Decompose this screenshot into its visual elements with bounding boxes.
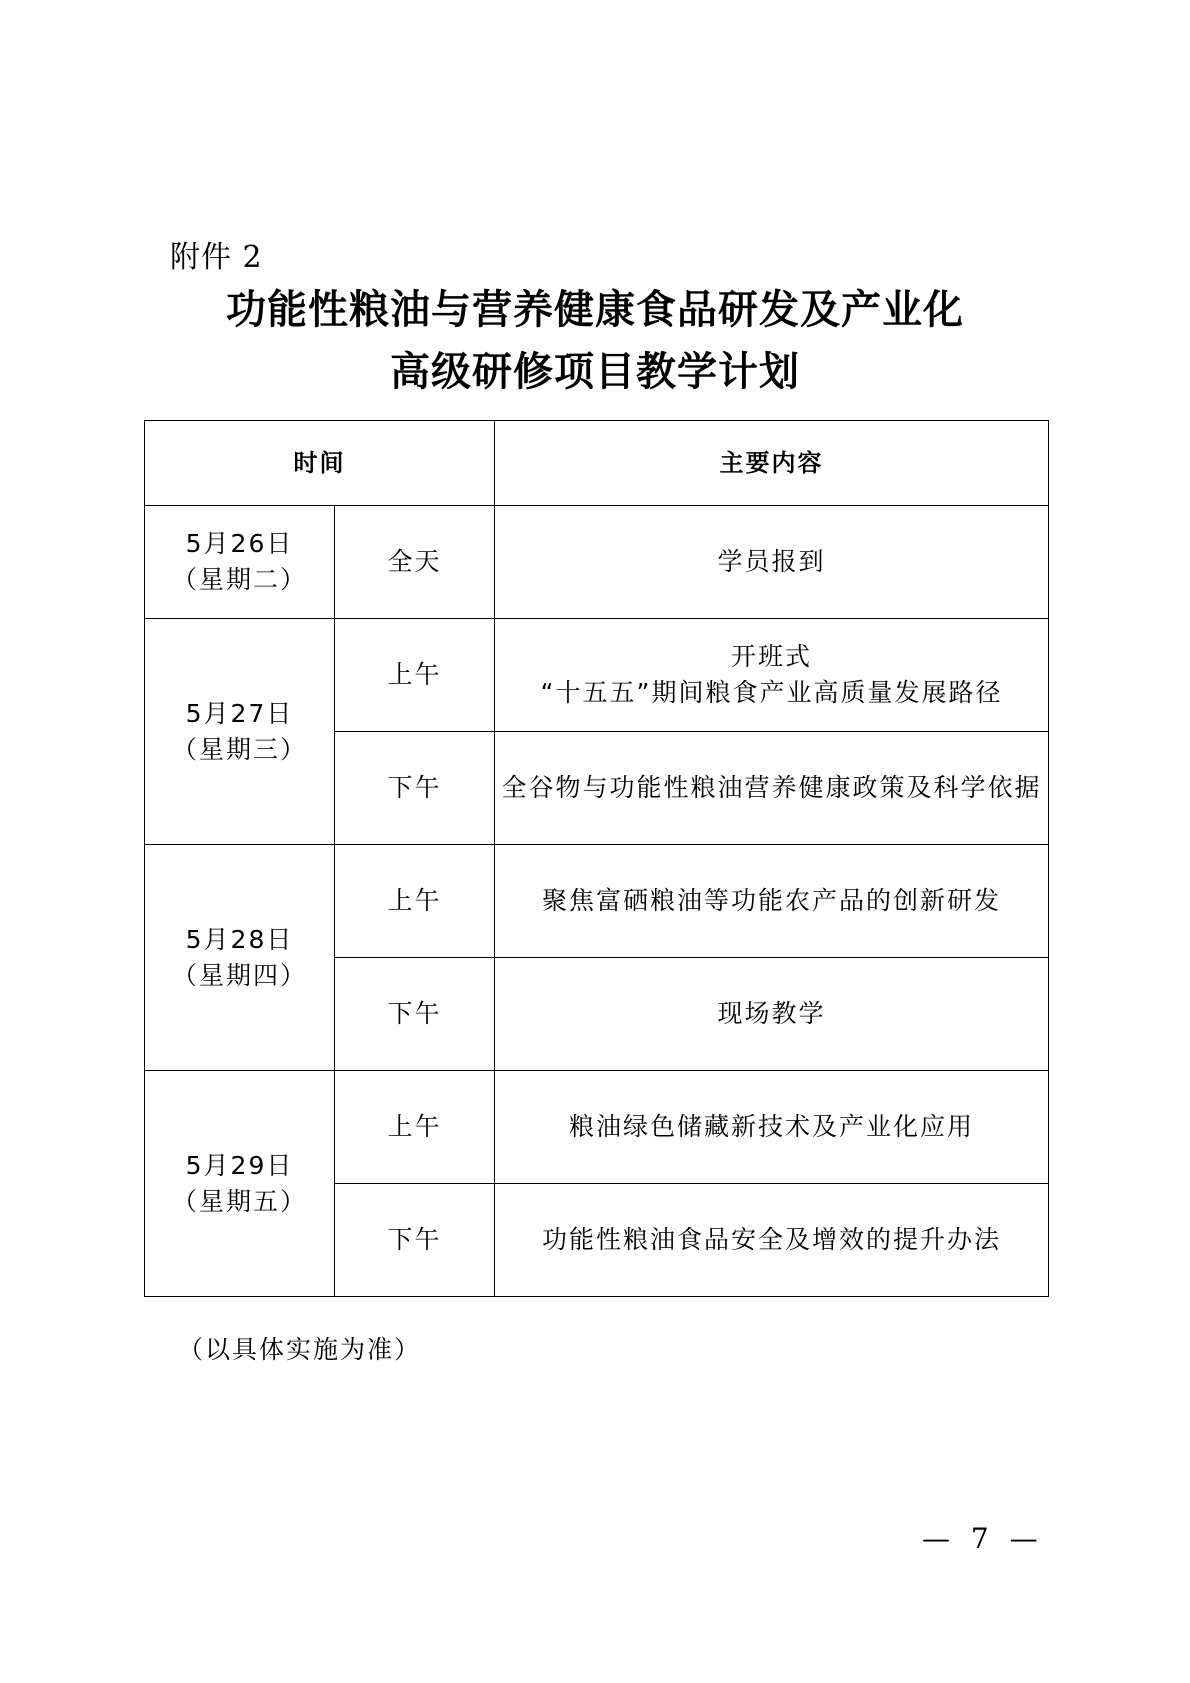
date-cell	[145, 1071, 335, 1297]
content-cell	[495, 845, 1049, 958]
footnote: （以具体实施为准）	[178, 1335, 422, 1364]
date-cell	[145, 845, 335, 1071]
period-cell: 上午	[335, 1071, 495, 1184]
content-cell	[495, 506, 1049, 619]
header-time: 时间	[145, 421, 495, 506]
weekday-label: （星期五）	[171, 1186, 307, 1216]
content-line: 开班式	[730, 642, 812, 671]
date-label: 5月27日	[185, 698, 294, 728]
weekday-label: （星期二）	[171, 565, 307, 594]
table-row	[145, 506, 1049, 619]
period-cell: 上午	[335, 845, 495, 958]
content-line: 粮油绿色储藏新技术及产业化应用	[568, 1112, 974, 1141]
weekday-label: （星期三）	[171, 734, 307, 764]
date-cell	[145, 506, 335, 619]
table-row	[145, 845, 1049, 958]
table-row	[145, 1071, 1049, 1184]
period-cell: 上午	[335, 619, 495, 732]
content-cell	[495, 732, 1049, 845]
page-number: — 7 —	[922, 1522, 1044, 1555]
content-line: 学员报到	[717, 547, 826, 576]
content-line: 全谷物与功能性粮油营养健康政策及科学依据	[501, 773, 1042, 802]
period-cell: 下午	[335, 958, 495, 1071]
period-cell: 下午	[335, 1184, 495, 1297]
date-label: 5月29日	[185, 1150, 294, 1180]
table-header-row	[145, 421, 1049, 506]
period-cell: 全天	[335, 506, 495, 619]
content-line: “十五五”期间粮食产业高质量发展路径	[540, 678, 1003, 707]
period-cell: 下午	[335, 732, 495, 845]
content-line: 功能性粮油食品安全及增效的提升办法	[541, 1225, 1001, 1254]
document-title-line-1: 功能性粮油与营养健康食品研发及产业化	[226, 287, 964, 333]
document-title-line-2: 高级研修项目教学计划	[390, 349, 800, 395]
content-line: 聚焦富硒粮油等功能农产品的创新研发	[541, 886, 1001, 915]
content-cell	[495, 1184, 1049, 1297]
header-content: 主要内容	[495, 421, 1049, 506]
table-row	[145, 619, 1049, 732]
content-cell	[495, 958, 1049, 1071]
schedule-table	[144, 420, 1049, 1297]
date-cell	[145, 619, 335, 845]
weekday-label: （星期四）	[171, 960, 307, 990]
date-label: 5月28日	[185, 924, 294, 954]
content-line: 现场教学	[717, 999, 826, 1028]
date-label: 5月26日	[185, 529, 294, 558]
content-cell	[495, 619, 1049, 732]
content-cell	[495, 1071, 1049, 1184]
attachment-label: 附件 2	[170, 240, 263, 275]
